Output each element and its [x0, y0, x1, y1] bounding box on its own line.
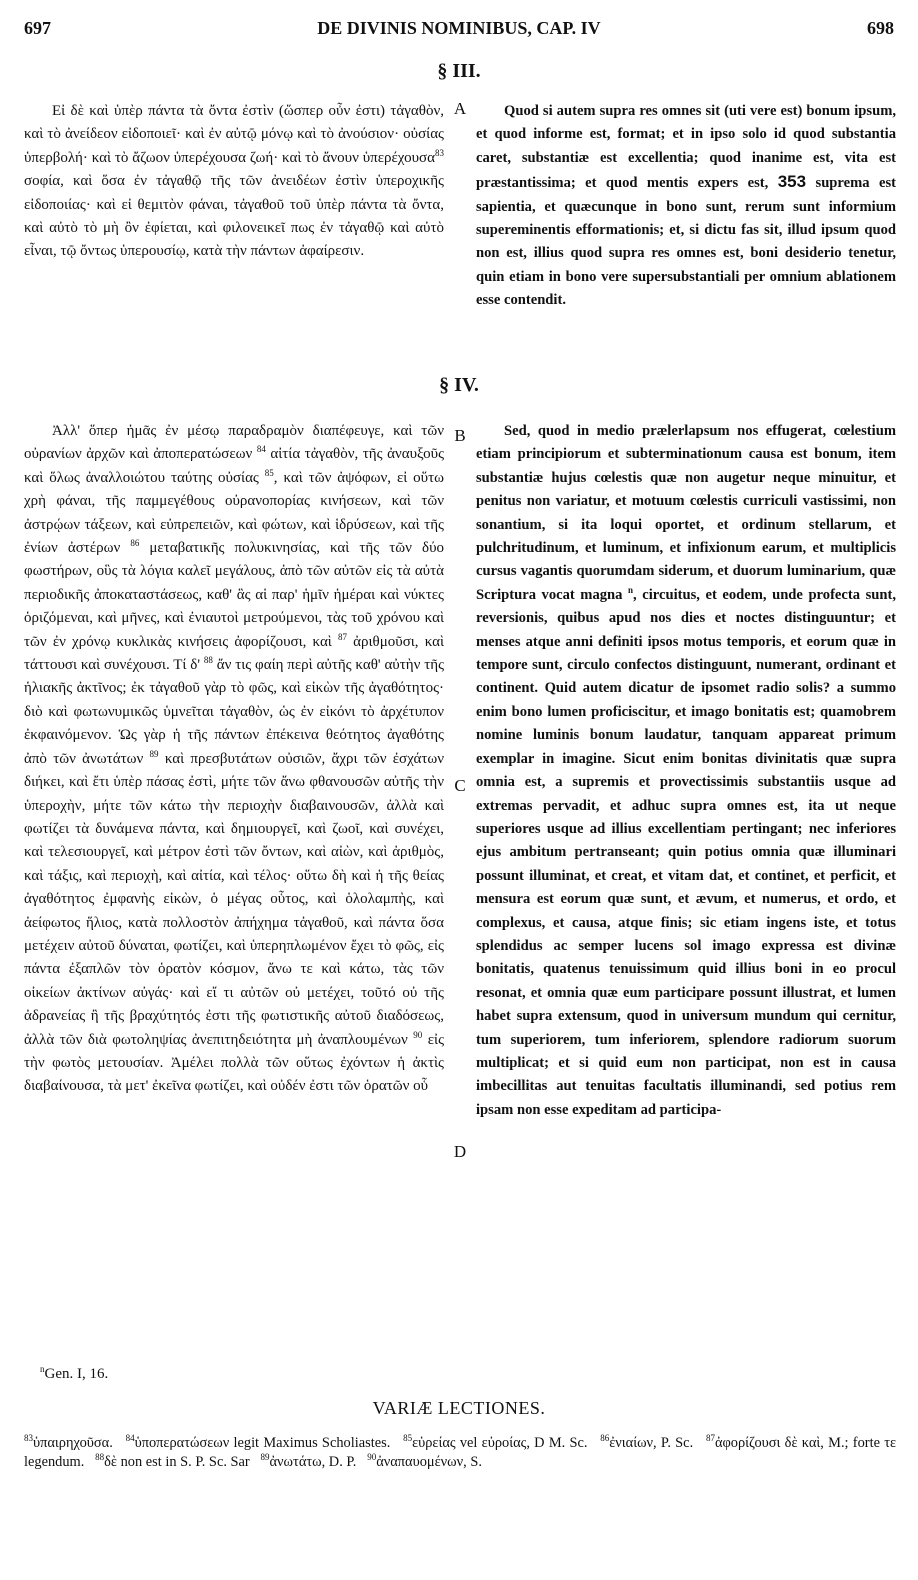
page-number-left: 697 — [24, 18, 51, 38]
variant-number: 90 — [367, 1452, 377, 1463]
variant-text: δὲ non est in S. P. Sc. Sar — [104, 1454, 250, 1470]
variant-number: 89 — [260, 1452, 270, 1463]
scripture-footnote — [40, 1366, 108, 1383]
variant-number: 87 — [705, 1433, 715, 1444]
variant-text: ὑπαιρηχοῦσα. — [33, 1435, 113, 1451]
footnote-text: Gen. I, 16. — [44, 1366, 109, 1382]
latin-paragraph — [476, 420, 896, 1122]
greek-column-section-iv — [24, 420, 444, 1099]
footnote-ref: 89 — [149, 748, 159, 759]
variant-text: ἀνωτάτω, D. P. — [269, 1454, 357, 1470]
latin-column-section-iii — [476, 100, 896, 313]
variant-text: ἀναπαυομένων, S. — [376, 1454, 482, 1470]
footnote-ref: 86 — [130, 538, 140, 549]
section-heading-iv: § IV. — [439, 374, 479, 396]
section-heading-iii: § III. — [437, 60, 481, 82]
latin-paragraph — [476, 100, 896, 313]
variant-number: 88 — [95, 1452, 105, 1463]
latin-text: suprema est sapientia, et quæcunque in bono sunt, rerum sunt informium supereminentis efformationis; et, si dictu fas sit, illud ipsum quod non est, illius quod supra res omnes est, boni desiderio tenetur, quin etiam in bono vere supersubstantiali per omnium ablationem esse contendit. — [476, 175, 896, 309]
variant-readings-title: VARIÆ LECTIONES. — [372, 1398, 546, 1418]
variant-number: 86 — [600, 1433, 610, 1444]
margin-letter-a: A — [453, 99, 467, 118]
greek-text: καὶ πρεσβυτάτων οὐσιῶν, ἄχρι τῶν ἐσχάτων διήκει, καὶ ἔτι ὑπὲρ πάσας ἐστὶ, μήτε τῶν ἄνω φθανουσῶν αὐτῆς τὴν ὑπεροχὴν, μήτε τῶν κάτω τὴν περιοχὴν διαβαινουσῶν, ἀλλὰ καὶ φωτίζει τὰ δυνάμενα πάντα, καὶ δημιουργεῖ, καὶ ζωοῖ, καὶ συνέχει, καὶ τελεσιουργεῖ, καὶ μέτρον ἐστὶ τῶν ὄντων, καὶ αἰὼν, καὶ ἀριθμὸς, καὶ τάξις, καὶ περιοχὴ, καὶ αἰτία, καὶ τέλος· οὕτω δὴ καὶ ἡ τῆς θείας ἀγαθότητος ἐμφανὴς εἰκὼν, ὁ μέγας οὗτος, καὶ ὁλολαμπὴς, καὶ ἀείφωτος ἥλιος, κατὰ πολλοστὸν ἀπήχημα τἀγαθοῦ, καὶ πάντα ὅσα μετέχειν αὐτοῦ δύναται, φωτίζει, καὶ ὑπερηπλωμένον ἔχει τὸ φῶς, εἰς πάντα ἐξαπλῶν τὸν ὁρατὸν κόσμον, ἄνω τε καὶ κάτω, τὰς τῶν οἰκείων ἀκτίνων αὐγάς· καὶ εἴ τι αὐτῶν οὐ μετέχει, τοῦτό οὐ τῆς ἀδρανείας ἢ τῆς βραχύτητός ἐστι τῆς φωτιστικῆς αὐτοῦ διαδόσεως, ἀλλὰ τῶν διὰ φωτοληψίας ἀνεπιτηδειότητα μὴ ἀναπλουμένων — [24, 750, 445, 1048]
variant-number: 83 — [24, 1433, 33, 1444]
variant-text: ὑποπερατώσεων legit Maximus Scholiastes. — [134, 1435, 391, 1451]
running-header — [24, 14, 894, 44]
variant-text: ἐνιαίων, P. Sc. — [609, 1435, 694, 1451]
variant-text: ἀφορίζουσι δὲ καὶ, M.; forte τε legendum. — [24, 1435, 897, 1470]
page-number-right: 698 — [867, 18, 894, 38]
latin-column-section-iv — [476, 420, 896, 1122]
greek-paragraph — [24, 420, 444, 1099]
running-title: DE DIVINIS NOMINIBUS, CAP. IV — [317, 18, 601, 38]
variant-number: 84 — [125, 1433, 135, 1444]
variant-number: 85 — [403, 1433, 413, 1444]
greek-text: σοφία, καὶ ὅσα ἐν τἀγαθῷ τῆς τῶν ἀνειδέων ἐστὶν ὑπεροχικῆς εἰδοποιίας· καὶ εἰ θεμιτὸν φάναι, τἀγαθοῦ τοῦ ὑπὲρ πάντα τὰ ὄντα, καὶ αὐτὸ τὸ μὴ ὂν ἐφίεται, καὶ φιλονεικεῖ πως ἐν τἀγαθῷ καὶ αὐτὸ εἶναι, τῷ ὄντως ὑπερουσίῳ, κατὰ τὴν πάντων ἀφαίρεσιν. — [24, 173, 444, 260]
latin-text: Sed, quod in medio prælerlapsum nos effugerat, cœlestium etiam principiorum et subterminationum causa est bonum, item substantiæ hujus cœlestis quæ non augetur neque minuitur, et penitus non variatur, et motuum cœlestis curriculi vastissimi, non sonantium, si ita loqui oportet, et ordinum stellarum, et pulchritudinum, et luminum, et infixionum earum, et multiplicis cursus vagantis quorumdam siderum, et duorum luminarium, quæ Scriptura vocat magna — [476, 423, 896, 603]
greek-text: ἄν τις φαίη περὶ αὐτῆς καθ' αὐτὴν τῆς ἡλιακῆς ἀκτῖνος; ἐκ τἀγαθοῦ γὰρ τὸ φῶς, καὶ εἰκὼν τῆς ἀγαθότητος· διὸ καὶ φωτωνυμικῶς ὑμνεῖται τἀγαθὸν, ὡς ἐν εἰκόνι τὸ ἀρχέτυπον ἐκφαινόμενον. Ὡς γὰρ ἡ τῆς πάντων ἐπέκεινα θεότητος ἀγαθότης ἀπὸ τῶν ἀνωτάτων — [24, 657, 445, 767]
latin-text: Quod si autem supra res omnes sit (uti vere est) bonum ipsum, et quod informe est, format; et in ipso solo id quod substantia caret, substantiæ est excellentia; quod inanime est, vita est præstantissima; et quod mentis expers est, — [476, 103, 896, 192]
margin-letter-b: B — [454, 426, 466, 445]
footnote-ref: 90 — [413, 1029, 423, 1040]
greek-paragraph — [24, 100, 444, 264]
variant-readings — [24, 1434, 896, 1472]
greek-text: εἰς τὴν φωτὸς μετουσίαν. Ἀμέλει πολλὰ τῶν οὕτως ἐχόντων ἡ ἀκτὶς διαβαίνουσα, τὰ μετ' ἐκεῖνα φωτίζει, καὶ οὐδέν ἐστι τῶν ὁρατῶν οὗ — [24, 1031, 445, 1095]
greek-text: ἀριθμοῦσι, καὶ τάττουσι καὶ συνέχουσι. Τί δ' — [24, 633, 445, 674]
footnote-ref: 83 — [435, 147, 444, 158]
greek-text: Ἀλλ' ὅπερ ἡμᾶς ἐν μέσῳ παραδραμὸν διαπέφευγε, καὶ τῶν οὐρανίων ἀρχῶν καὶ ἀποπερατώσεων — [24, 423, 444, 463]
footnote-ref: 84 — [256, 444, 266, 455]
variant-text: εὑρείας vel εὐροίας, D M. Sc. — [412, 1435, 588, 1451]
footnote-ref: 87 — [338, 631, 347, 642]
margin-letter-d: D — [453, 1142, 467, 1161]
greek-text: αἰτία τἀγαθὸν, τῆς ἀναυξοῦς καὶ ὅλως ἀναλλοιώτου ταύτης οὐσίας — [24, 446, 445, 486]
margin-letter-c: C — [454, 776, 466, 795]
footnote-mark: n — [40, 1364, 45, 1374]
footnote-ref: n — [628, 584, 634, 595]
greek-text: μεταβατικῆς πολυκινησίας, καὶ τῆς τῶν δύο φωστήρων, οὓς τὰ λόγια καλεῖ μεγάλους, ἀπὸ τῶν αὐτῶν εἰς τὰ αὐτὰ περιοδικῆς ἀποκαταστάσεως, καθ' ἃς αἱ παρ' ἡμῖν ἡμέραι καὶ νύκτες ὁριζόμεναι, καὶ μῆνες, καὶ ἐνιαυτοὶ μετρούμενοι, τὰς τοῦ χρόνου καὶ τῶν ἐν χρόνῳ κυκλικὰς κινήσεις ἀφορίζουσι, καὶ — [24, 540, 444, 650]
greek-column-section-iii — [24, 100, 444, 264]
footnote-ref: 88 — [203, 655, 213, 666]
greek-text: , καὶ τῶν ἀψόφων, εἰ οὕτω χρὴ φάναι, τῆς παμμεγέθους οὐρανοπορίας κινήσεων, καὶ τῶν ἀστρῴων τάξεων, καὶ εὐπρεπειῶν, καὶ φώτων, καὶ ἱδρύσεων, καὶ τῆς ἐνίων ἀστέρων — [24, 469, 445, 557]
greek-text: Εἰ δὲ καὶ ὑπὲρ πάντα τὰ ὄντα ἐστὶν (ὥσπερ οὖν ἐστι) τἀγαθὸν, καὶ τὸ ἀνείδεον εἰδοποιεῖ· καὶ ἐν αὐτῷ μόνῳ καὶ τὸ ἀνούσιον· οὐσίας ὑπερβολή· καὶ τὸ ἄζωον ὑπερέχουσα ζωή· καὶ τὸ ἄνουν ὑπερέχουσα — [24, 103, 444, 166]
latin-text: , circuitus, et eodem, unde profecta sunt, reversionis, quibus apud nos dies et noctes distinguuntur; et menses atque anni definiti ipsos motus temporis, et eorum quæ in tempore sunt, circulo confectos distinguunt, numerant, ordinant et continent. Quid autem dicatur de ipsomet radio solis? a summo enim bono lumen proficiscitur, et imago bonitatis est; quamobrem nomine luminis bonum laudatur, tanquam appareat primum exemplar in imagine. Sicut enim bonitas divinitatis quæ supra omnia est, a supremis et provectissimis substantiis usque ad extremas pervadit, et adhuc supra omnes est, ita ut neque superiores usque ad illius excellentiam pertingant; nec inferiores ejus ambitum pertranseant; quin potius omnia quæ illuminari possunt illuminat, et creat, et vitam dat, et continet, et perficit, et mensura est eorum quæ sunt, et ævum, et numerus, et ordo, et complexus, et causa, atque finis; sic etiam ingens iste, et totus splendidus ac semper lucens sol imago expressa est divinæ bonitatis, quatenus tenuissimum quid illius boni in eo procul resonat, et omnia quæ eum participare possunt illustrat, et lumen habet supra extensum, quod in universum mundum qui cernitur, tum superiorem, tum inferiorem, splendore radiorum suorum multiplicat; et si quid eum non participat, non est in causa imbecillitas aut tenuitas facultatis illuminandi, sed potius rem ipsam non esse expeditam ad participa- — [476, 586, 897, 1118]
footnote-ref: 85 — [264, 467, 274, 478]
column-number: 353 — [777, 172, 807, 192]
